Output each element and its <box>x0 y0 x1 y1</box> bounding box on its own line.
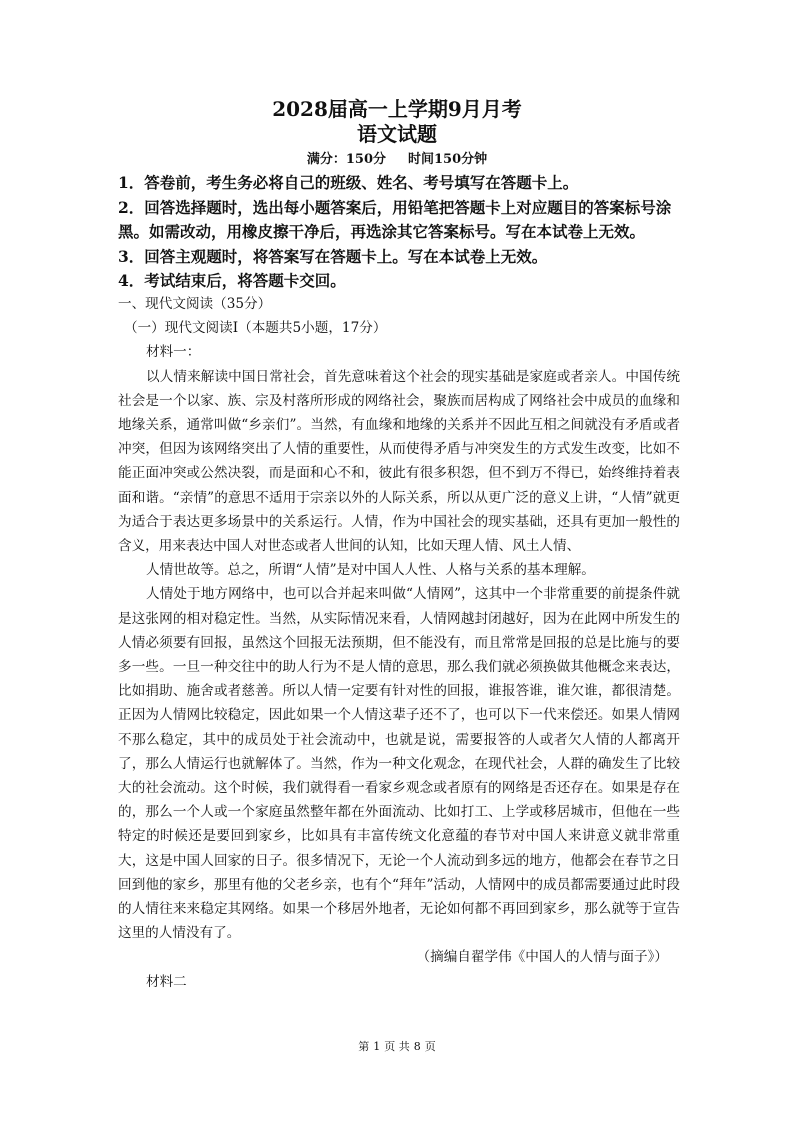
source-credit: （摘编自翟学伟《中国人的人情与面子》） <box>416 949 668 966</box>
page-number: 1 <box>373 1040 381 1053</box>
instruction-item: 2．回答选择题时，选出每小题答案后，用铅笔把答题卡上对应题目的答案标号涂黑。如需改动，用橡皮擦干净后，再选涂其它答案标号。写在本试卷上无效。 <box>118 197 672 241</box>
footer-suffix: 页 <box>424 1040 436 1053</box>
score-info: 满分：150分 <box>306 152 386 167</box>
footer-prefix: 第 <box>358 1040 370 1053</box>
paragraph: 人情世故等。总之，所谓“人情”是对中国人人性、人格与关系的基本理解。 <box>146 562 595 579</box>
material-label: 材料一： <box>146 344 201 361</box>
exam-title: 2028届高一上学期9月月考 <box>272 97 522 121</box>
section-heading: 一、现代文阅读（35分） <box>118 296 272 312</box>
footer-middle: 页 共 <box>384 1040 410 1053</box>
subsection-heading: （一）现代文阅读Ⅰ（本题共5小题，17分） <box>124 320 387 337</box>
instructions <box>118 171 678 294</box>
material-label: 材料二 <box>146 973 187 990</box>
total-pages: 8 <box>413 1040 421 1053</box>
instruction-item: 3．回答主观题时，将答案写在答题卡上。写在本试卷上无效。 <box>118 246 548 266</box>
page-footer <box>0 1040 794 1054</box>
time-info: 时间150分钟 <box>408 152 488 167</box>
paragraph: 以人情来解读中国日常社会，首先意味着这个社会的现实基础是家庭或者亲人。中国传统社会是一个以家、族、宗及村落所形成的网络社会，聚族而居构成了网络社会中成员的血缘和地缘关系，通常叫做“乡亲们”。当然，有血缘和地缘的关系并不因此互相之间就没有矛盾或者冲突，但因为该网络突出了人情的重要性，从而使得矛盾与冲突发生的方式发生改变，比如不能正面冲突或公然决裂，而是面和心不和，彼此有很多积怨，但不到万不得已，始终维持着表面和谐。“亲情”的意思不适用于宗亲以外的人际关系，所以从更广泛的意义上讲，“人情”就更为适合于表达更多场景中的关系运行。人情，作为中国社会的现实基础，还具有更加一般性的含义，用来表达中国人对世态或者人世间的认知，比如天理人情、风土人情、 <box>118 368 680 555</box>
paragraph: 人情处于地方网络中，也可以合并起来叫做“人情网”，这其中一个非常重要的前提条件就是这张网的相对稳定性。当然，从实际情况来看，人情网越封闭越好，因为在此网中所发生的人情必须要有回报，虽然这个回报无法预期，但不能没有，而且常常是回报的总是比施与的要多一些。一旦一种交往中的助人行为不是人情的意思，那么我们就必须换做其他概念来表达，比如捐助、施舍或者慈善。所以人情一定要有针对性的回报，谁报答谁，谁欠谁，都很清楚。正因为人情网比较稳定，因此如果一个人情这辈子还不了，也可以下一代来偿还。如果人情网不那么稳定，其中的成员处于社会流动中，也就是说，需要报答的人或者欠人情的人都离开了，那么人情运行也就解体了。当然，作为一种文化观念，在现代社会，人群的确发生了比较大的社会流动。这个时候，我们就得看一看家乡观念或者原有的网络是否还存在。如果是存在的，那么一个人或一个家庭虽然整年都在外面流动、比如打工、上学或移居城市，但他在一些特定的时候还是要回到家乡，比如具有丰富传统文化意蕴的春节对中国人来讲意义就非常重大，这是中国人回家的日子。很多情况下，无论一个人流动到多远的地方，他都会在春节之日回到他的家乡，那里有他的父老乡亲，也有个“拜年”活动，人情网中的成员都需要通过此时段的人情往来来稳定其网络。如果一个移居外地者，无论如何都不再回到家乡，那么就等于宣告这里的人情没有了。 <box>118 586 680 942</box>
exam-meta <box>0 151 794 169</box>
reading-section <box>118 292 680 994</box>
instruction-item: 4．考试结束后，将答题卡交回。 <box>118 271 346 290</box>
instruction-item: 1．答卷前，考生务必将自己的班级、姓名、考号填写在答题卡上。 <box>118 173 579 192</box>
exam-subject: 语文试题 <box>357 122 437 146</box>
